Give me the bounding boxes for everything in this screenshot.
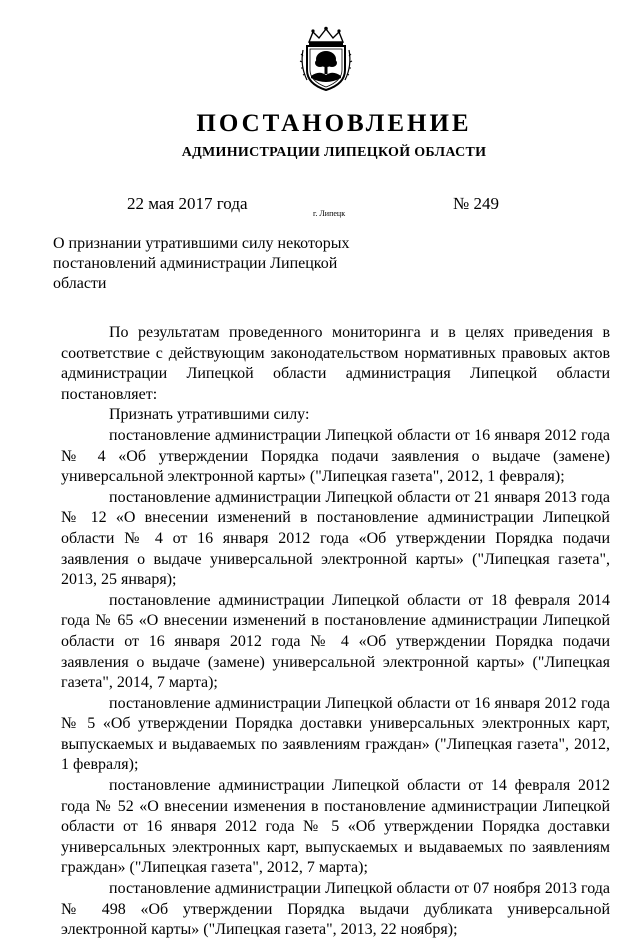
document-number: № 249	[453, 194, 499, 213]
body-paragraph: постановление администрации Липецкой области от 16 января 2012 года № 4 «Об утверждении Порядка подачи заявления о выдаче (замене) универсальной электронной карты» ("Липецкая газета", 2012, 1 февраля);	[61, 426, 610, 486]
body-paragraph: постановление администрации Липецкой области от 21 января 2013 года № 12 «О внесении изменений в постановление администрации Липецкой области № 4 от 16 января 2012 года «Об утверждении Порядка подачи заявления о выдаче универсальной электронной карты» ("Липецкая газета", 2013, 25 января);	[61, 488, 610, 589]
body-paragraph: постановление администрации Липецкой области от 18 февраля 2014 года № 65 «О внесении изменений в постановление администрации Липецкой области от 16 января 2012 года № 4 «Об утверждении Порядка подачи заявления о выдаче (замене) универсальной электронной карты» ("Липецкая газета", 2014, 7 марта);	[61, 591, 610, 692]
body-paragraph: По результатам проведенного мониторинга и в целях приведения в соответствие с действующим законодательством нормативных правовых актов администрации Липецкой области администрация Липецкой области постановляет:	[61, 324, 610, 403]
document-title: ПОСТАНОВЛЕНИЕ	[196, 110, 472, 137]
body-paragraph: постановление администрации Липецкой области от 07 ноября 2013 года № 498 «Об утверждении Порядка выдачи дубликата универсальной электронной карты» ("Липецкая газета", 2013, 22 ноября);	[61, 880, 610, 939]
document-body	[61, 323, 610, 941]
coat-of-arms-icon	[299, 26, 353, 92]
issuer-name: АДМИНИСТРАЦИИ ЛИПЕЦКОЙ ОБЛАСТИ	[181, 145, 487, 160]
document-date: 22 мая 2017 года	[127, 194, 248, 213]
body-paragraph: Признать утратившими силу:	[109, 406, 310, 424]
body-paragraph: постановление администрации Липецкой области от 14 февраля 2012 года № 52 «О внесении изменения в постановление администрации Липецкой области от 16 января 2012 года № 5 «Об утверждении Порядка доставки универсальных электронных карт, выпускаемых и выдаваемых по заявлениям граждан» ("Липецкая газета", 2012, 7 марта);	[61, 777, 610, 877]
document-city: г. Липецк	[313, 209, 346, 218]
body-paragraph: постановление администрации Липецкой области от 16 января 2012 года № 5 «Об утверждении Порядка доставки универсальных электронных карт, выпускаемых и выдаваемых по заявлениям граждан» ("Липецкая газета", 2012, 1 февраля);	[61, 694, 610, 774]
document-subject: О признании утратившими силу некоторых постановлений администрации Липецкой области	[53, 235, 350, 292]
